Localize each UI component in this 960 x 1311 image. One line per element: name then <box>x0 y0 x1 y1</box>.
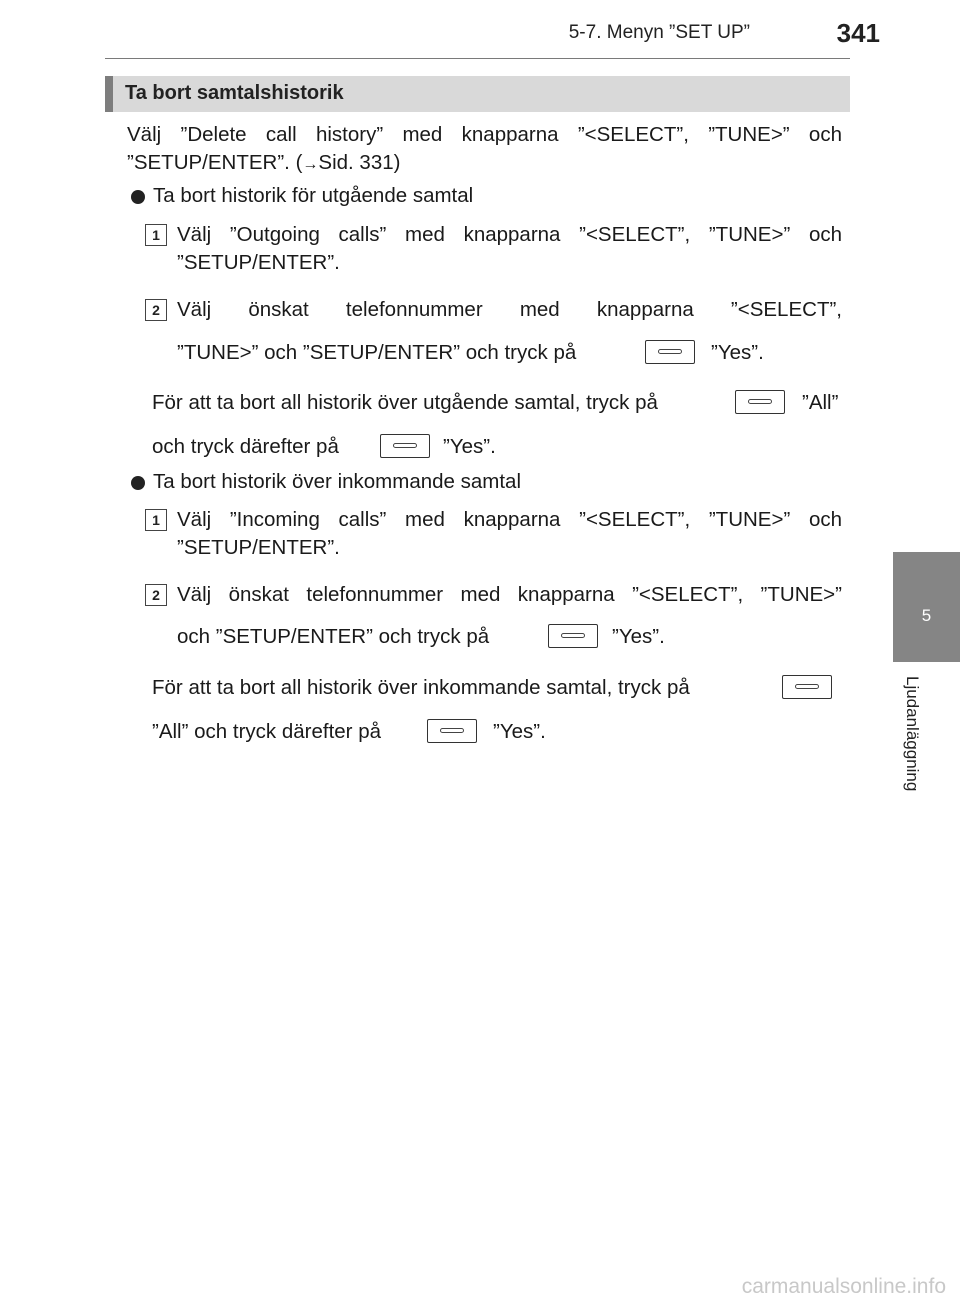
intro-line-1: Välj ”Delete call history” med knapparna ”<SELECT”, ”TUNE>” och <box>127 123 842 146</box>
outgoing-step1-line2: ”SETUP/ENTER”. <box>177 251 340 274</box>
step-number: 1 <box>145 509 167 531</box>
section-heading-bar <box>105 76 850 112</box>
running-header: 5-7. Menyn ”SET UP” <box>568 22 750 43</box>
dash-button-icon <box>782 675 832 699</box>
section-title: Ta bort samtalshistorik <box>125 82 344 104</box>
incoming-note-yes: ”Yes”. <box>493 720 546 743</box>
page-reference: Sid. 331) <box>318 151 401 174</box>
outgoing-note-all: ”All” <box>802 391 839 414</box>
outgoing-step2-line2: ”TUNE>” och ”SETUP/ENTER” och tryck på <box>177 341 577 364</box>
bullet-icon <box>131 476 145 490</box>
outgoing-note-line1: För att ta bort all historik över utgående samtal, tryck på <box>152 391 658 414</box>
outgoing-step1-line1: Välj ”Outgoing calls” med knapparna ”<SELECT”, ”TUNE>” och <box>177 223 842 246</box>
chapter-title: Ljudanläggning <box>903 676 922 792</box>
intro-text: ”SETUP/ENTER”. ( <box>127 151 303 174</box>
chapter-tab <box>893 552 960 662</box>
step-number: 2 <box>145 299 167 321</box>
incoming-note-line1: För att ta bort all historik över inkommande samtal, tryck på <box>152 676 690 699</box>
incoming-step2-yes: ”Yes”. <box>612 625 665 648</box>
header-divider <box>105 58 850 59</box>
incoming-step2-line1: Välj önskat telefonnummer med knapparna ”<SELECT”, ”TUNE>” <box>177 583 842 606</box>
outgoing-step2-line1: Välj önskat telefonnummer med knapparna ”<SELECT”, <box>177 298 842 321</box>
bullet-icon <box>131 190 145 204</box>
watermark: carmanualsonline.info <box>741 1275 946 1298</box>
dash-button-icon <box>548 624 598 648</box>
incoming-heading: Ta bort historik över inkommande samtal <box>153 470 522 493</box>
dash-button-icon <box>427 719 477 743</box>
arrow-icon: → <box>302 156 319 173</box>
page-number: 341 <box>836 18 880 48</box>
incoming-step1-line1: Välj ”Incoming calls” med knapparna ”<SELECT”, ”TUNE>” och <box>177 508 842 531</box>
step-number: 1 <box>145 224 167 246</box>
chapter-number: 5 <box>921 606 932 625</box>
outgoing-step2-yes: ”Yes”. <box>711 341 764 364</box>
intro-line-2 <box>127 150 400 178</box>
incoming-note-line2: ”All” och tryck därefter på <box>152 720 381 743</box>
dash-button-icon <box>645 340 695 364</box>
outgoing-heading: Ta bort historik för utgående samtal <box>153 184 474 207</box>
step-number: 2 <box>145 584 167 606</box>
outgoing-note-yes: ”Yes”. <box>443 435 496 458</box>
outgoing-note-line2: och tryck därefter på <box>152 435 339 458</box>
dash-button-icon <box>380 434 430 458</box>
incoming-step2-line2: och ”SETUP/ENTER” och tryck på <box>177 625 490 648</box>
incoming-step1-line2: ”SETUP/ENTER”. <box>177 536 340 559</box>
dash-button-icon <box>735 390 785 414</box>
